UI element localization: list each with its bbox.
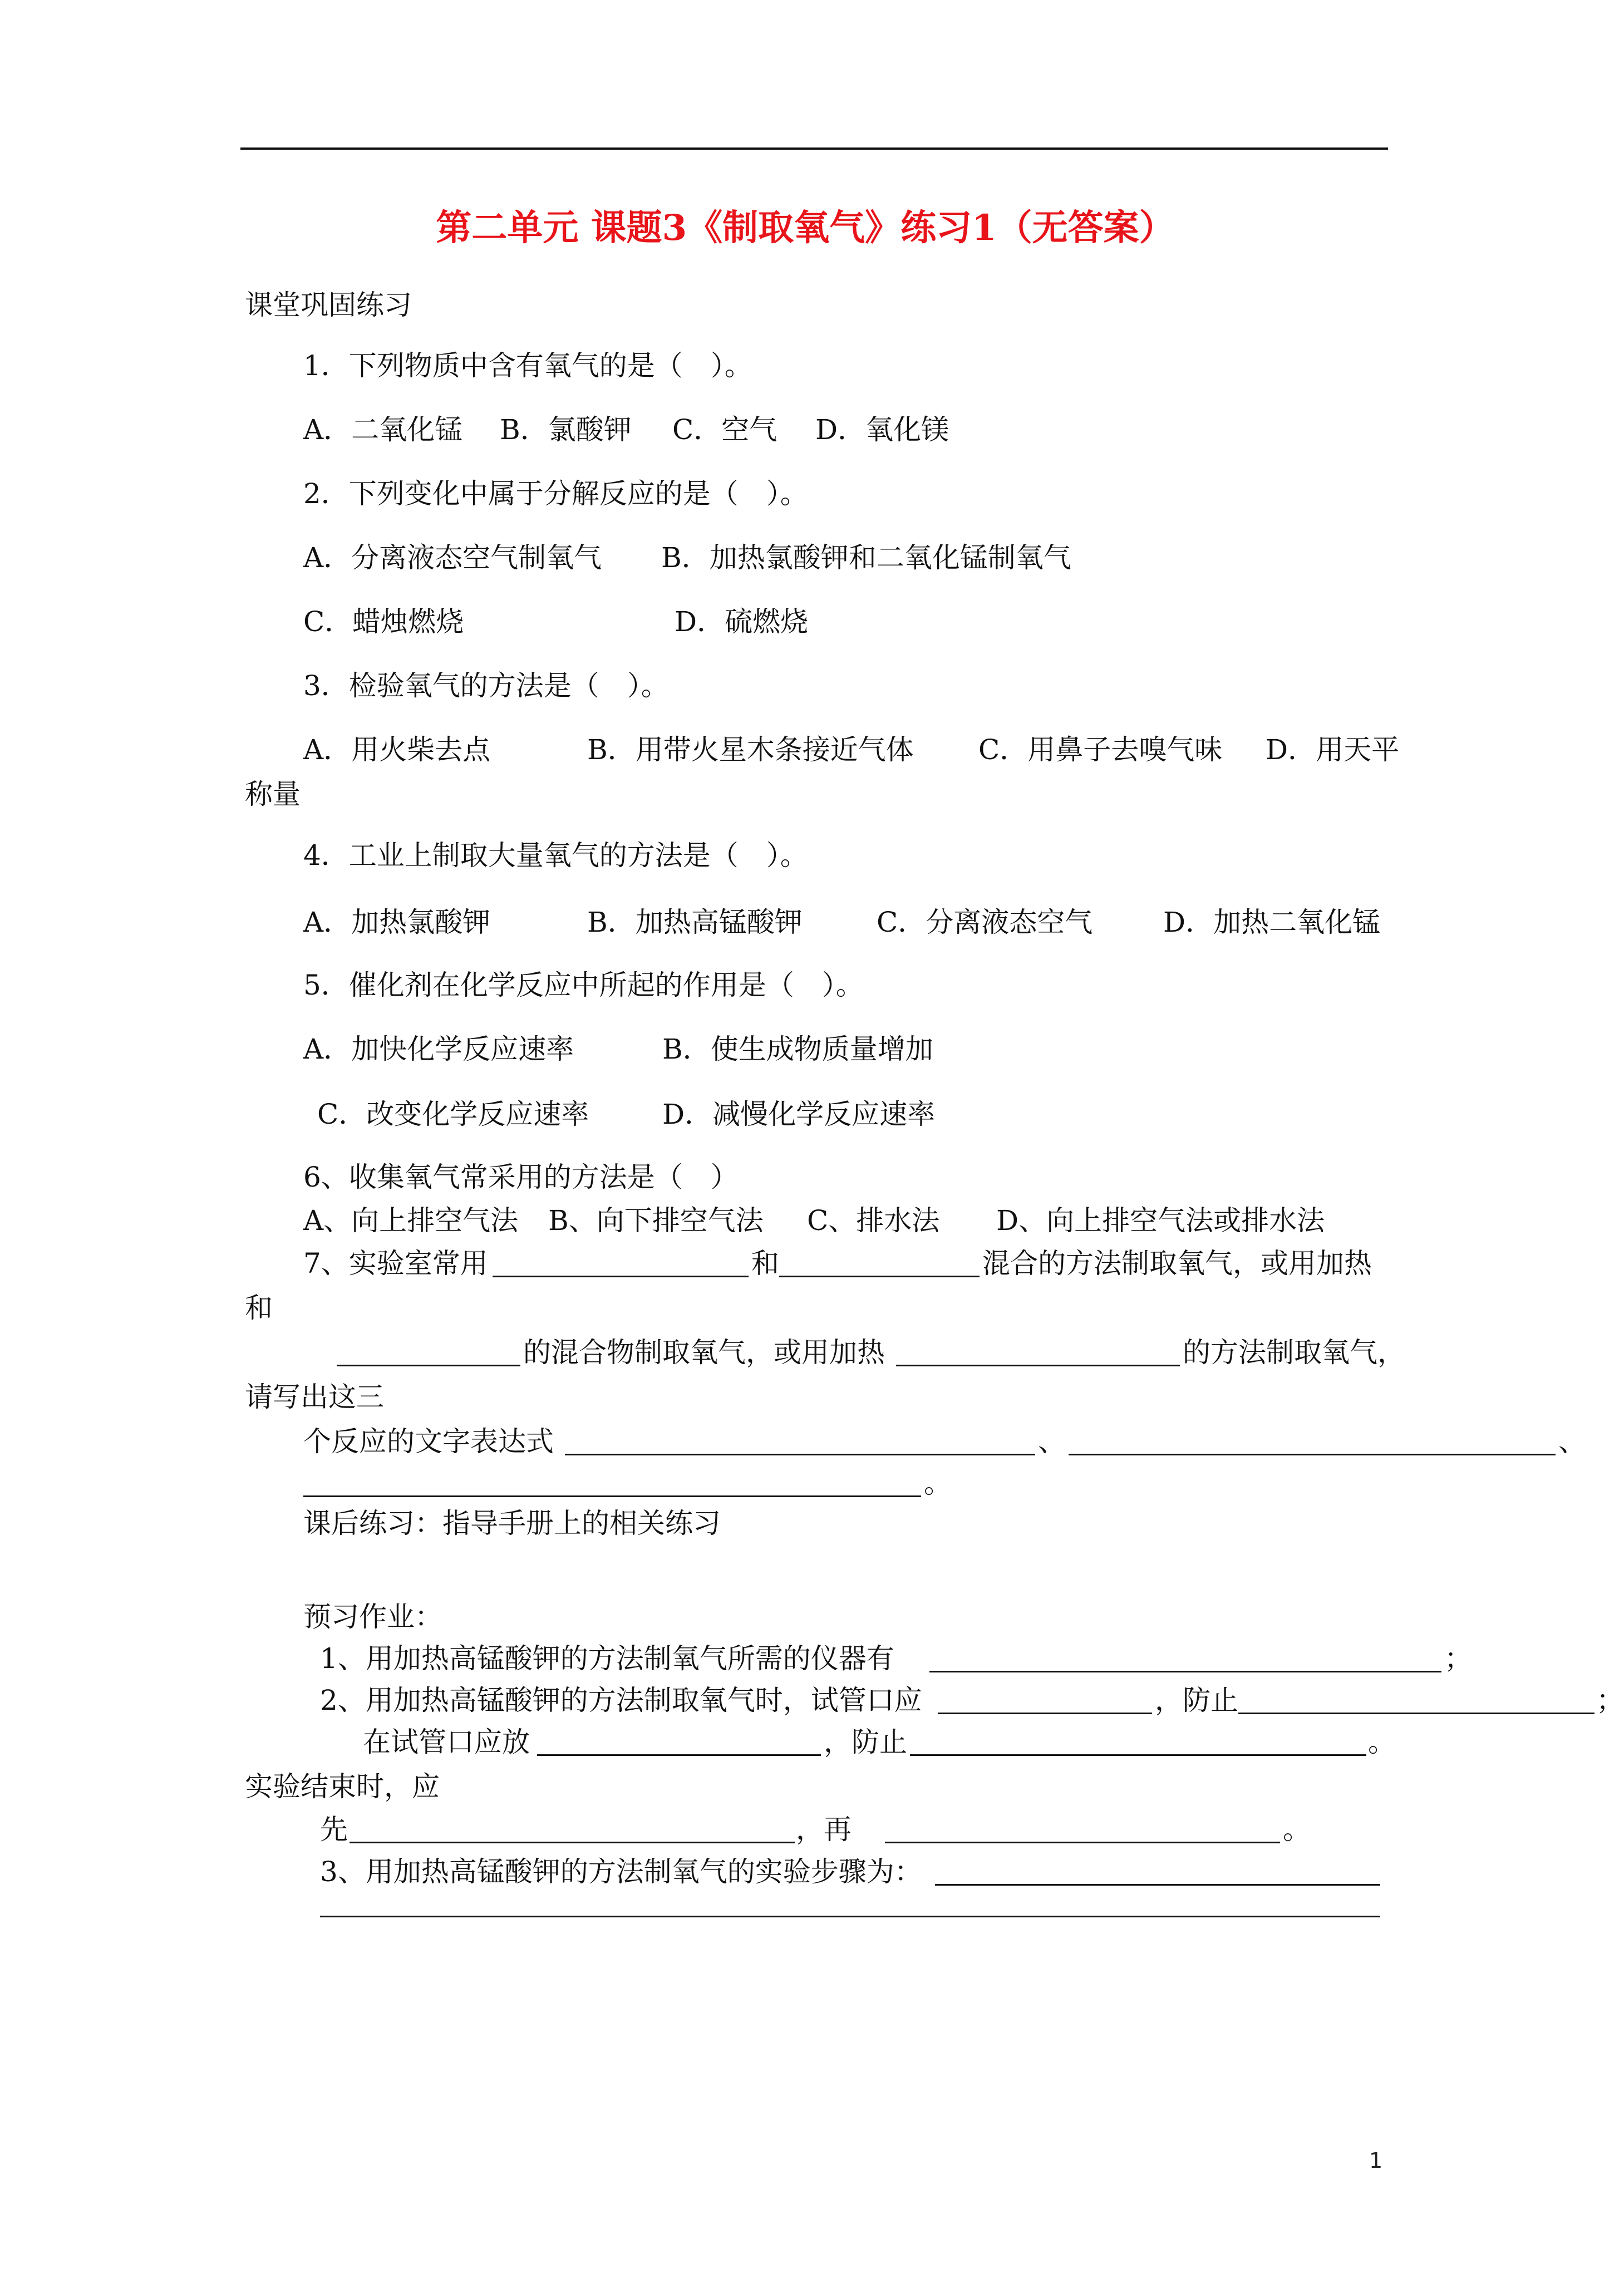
question-7-text: 。 [924,1467,952,1499]
preview-item-2-text: 。 [1368,1726,1396,1758]
preview-item-2-text: 。 [1283,1813,1311,1846]
header-rule [240,147,1388,150]
question-3-option-d: D．用天平 [1266,734,1400,766]
question-3-option-a: A．用火柴去点 [303,734,491,766]
question-7-blank-7[interactable] [303,1495,921,1497]
question-6-option-d: D、向上排空气法或排水法 [996,1204,1325,1237]
question-3-option-d-wrap: 称量 [245,778,301,810]
question-7-text: 请写出这三 [245,1381,384,1413]
preview-item-2-text: 在试管口应放 [363,1726,530,1758]
preview-item-3-blank-1[interactable] [935,1884,1380,1886]
question-3-option-b: B．用带火星木条接近气体 [587,734,914,766]
question-4-option-d: D．加热二氧化锰 [1163,906,1381,938]
question-5-option-a: A．加快化学反应速率 [303,1033,574,1065]
question-4-stem: 4．工业上制取大量氧气的方法是（ ）。 [303,839,808,872]
question-6-option-a: A、向上排空气法 [303,1204,519,1237]
question-2-option-c: C．蜡烛燃烧 [303,606,464,638]
question-7-text: 的混合物制取氧气，或用加热 [523,1336,885,1369]
question-7-blank-1[interactable] [493,1276,749,1277]
preview-item-2-text: ，再 [796,1813,852,1846]
question-7-blank-4[interactable] [896,1365,1180,1366]
page-title: 第二单元 课题3《制取氧气》练习1（无答案） [436,207,1175,249]
question-5-option-d: D．减慢化学反应速率 [662,1098,936,1130]
question-2-option-a: A．分离液态空气制氧气 [303,542,602,574]
preview-item-2-blank-3[interactable] [537,1754,821,1756]
preview-item-2-blank-1[interactable] [938,1713,1152,1714]
preview-item-2-text: 实验结束时，应 [245,1770,440,1803]
question-2-option-b: B．加热氯酸钾和二氧化锰制氧气 [661,542,1071,574]
question-6-option-c: C、排水法 [807,1204,940,1237]
section-heading-classwork: 课堂巩固练习 [245,289,412,321]
question-7-text: 和 [245,1292,273,1324]
preview-item-2-text: 先 [320,1813,348,1846]
preview-item-1-blank[interactable] [929,1671,1441,1672]
preview-item-2-blank-4[interactable] [910,1754,1366,1756]
question-5-option-c: C．改变化学反应速率 [317,1098,589,1130]
question-3-stem: 3．检验氧气的方法是（ ）。 [303,670,669,702]
question-4-option-c: C．分离液态空气 [877,906,1093,938]
question-4-option-b: B．加热高锰酸钾 [587,906,803,938]
preview-heading: 预习作业： [303,1601,442,1633]
question-1-stem: 1．下列物质中含有氧气的是（ ）。 [303,350,752,382]
question-1-option-a: A．二氧化锰 [303,414,463,446]
question-6-stem: 6、收集氧气常采用的方法是（ ） [303,1161,739,1193]
question-5-option-b: B．使生成物质量增加 [662,1033,933,1065]
preview-item-2-blank-6[interactable] [885,1842,1280,1843]
question-1-option-d: D．氧化镁 [815,414,949,446]
question-7-text: 个反应的文字表达式 [303,1425,554,1458]
homework-note: 课后练习：指导手册上的相关练习 [303,1507,721,1539]
preview-item-3: 3、用加热高锰酸钾的方法制氧气的实验步骤为： [320,1856,922,1888]
question-3-option-c: C．用鼻子去嗅气味 [978,734,1223,766]
question-5-stem: 5．催化剂在化学反应中所起的作用是（ ）。 [303,969,864,1001]
question-7-blank-5[interactable] [565,1454,1035,1455]
preview-item-3-blank-2[interactable] [320,1916,1380,1917]
question-2-stem: 2．下列变化中属于分解反应的是（ ）。 [303,478,808,510]
preview-item-1-end: ； [1444,1642,1472,1675]
preview-item-2-blank-2[interactable] [1238,1713,1595,1714]
preview-item-2-text: ，防止 [1155,1684,1238,1716]
question-7-separator: 、 [1038,1425,1066,1458]
preview-item-2: 2、用加热高锰酸钾的方法制取氧气时，试管口应 [320,1684,922,1716]
preview-item-2-text: ，防止 [824,1726,907,1758]
question-1-option-c: C．空气 [672,414,777,446]
question-7-text: 的方法制取氧气， [1183,1336,1405,1369]
question-1-option-b: B．氯酸钾 [500,414,632,446]
page-number: 1 [1369,2148,1383,2173]
question-7-text: 7、实验室常用 [303,1247,488,1280]
preview-item-1: 1、用加热高锰酸钾的方法制氧气所需的仪器有 [320,1642,894,1675]
question-7-text: 和 [751,1247,779,1280]
question-7-blank-2[interactable] [779,1276,980,1277]
question-7-blank-6[interactable] [1069,1454,1556,1455]
question-7-separator: 、 [1558,1425,1586,1458]
preview-item-2-text: ； [1596,1684,1624,1716]
question-2-option-d: D．硫燃烧 [675,606,809,638]
question-7-text: 混合的方法制取氧气，或用加热 [982,1247,1372,1280]
question-7-blank-3[interactable] [337,1365,520,1366]
preview-item-2-blank-5[interactable] [350,1842,795,1843]
question-6-option-b: B、向下排空气法 [548,1204,764,1237]
question-4-option-a: A．加热氯酸钾 [303,906,491,938]
